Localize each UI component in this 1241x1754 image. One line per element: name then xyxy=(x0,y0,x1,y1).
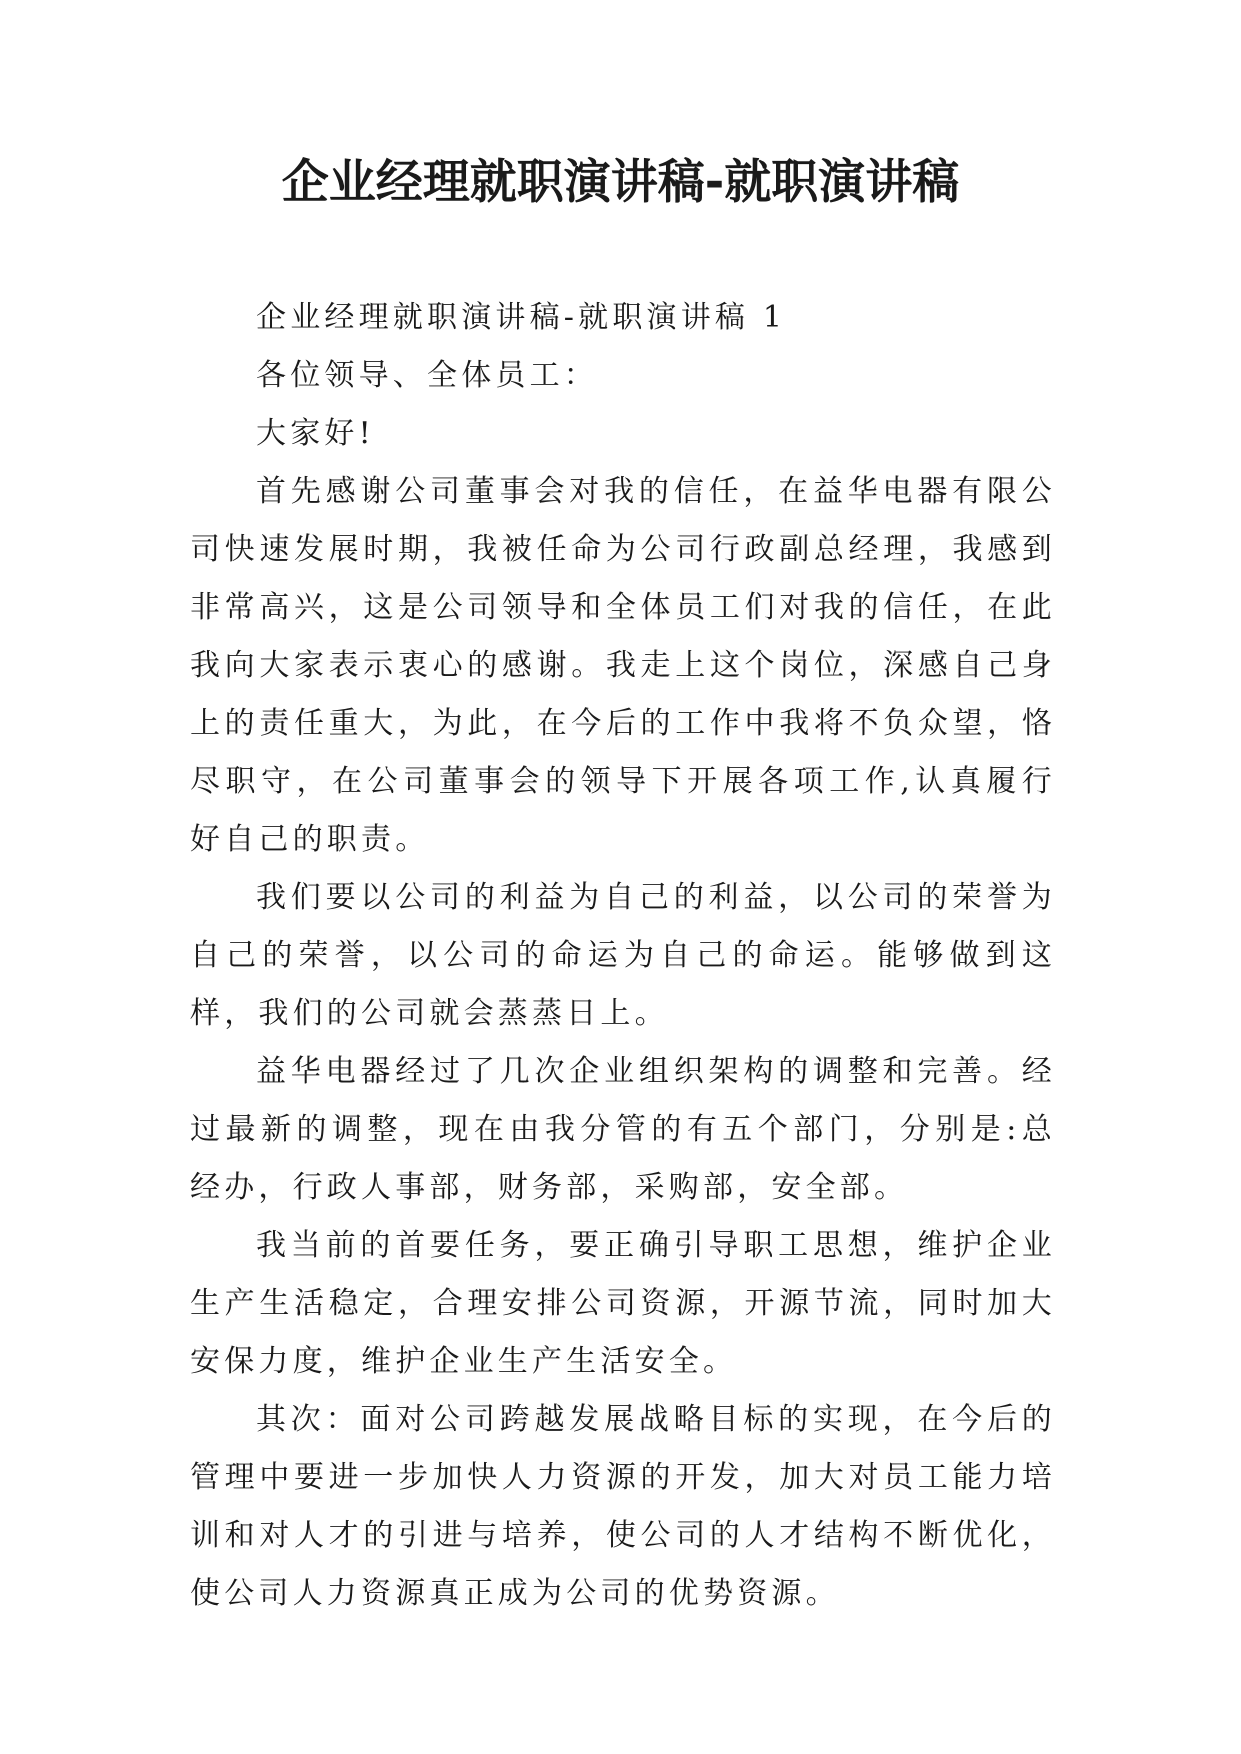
document-body xyxy=(190,289,1056,1623)
paragraph-hr: 其次：面对公司跨越发展战略目标的实现，在今后的管理中要进一步加快人力资源的开发，加大对员工能力培训和对人才的引进与培养，使公司的人才结构不断优化，使公司人力资源真正成为公司的优势资源。 xyxy=(190,1402,1056,1611)
paragraph-salutation: 各位领导、全体员工： xyxy=(256,358,598,393)
paragraph-tasks: 我当前的首要任务，要正确引导职工思想，维护企业生产生活稳定，合理安排公司资源，开源节流，同时加大安保力度，维护企业生产生活安全。 xyxy=(190,1228,1056,1379)
paragraph-interests: 我们要以公司的利益为自己的利益，以公司的荣誉为自己的荣誉，以公司的命运为自己的命运。能够做到这样，我们的公司就会蒸蒸日上。 xyxy=(190,880,1056,1031)
paragraph-greeting: 大家好! xyxy=(256,416,375,451)
paragraph-thanks: 首先感谢公司董事会对我的信任，在益华电器有限公司快速发展时期，我被任命为公司行政副总经理，我感到非常高兴，这是公司领导和全体员工们对我的信任，在此我向大家表示衷心的感谢。我走上这个岗位，深感自己身上的责任重大，为此，在今后的工作中我将不负众望，恪尽职守，在公司董事会的领导下开展各项工作,认真履行好自己的职责。 xyxy=(190,474,1056,857)
paragraph-departments: 益华电器经过了几次企业组织架构的调整和完善。经过最新的调整，现在由我分管的有五个部门，分别是:总经办，行政人事部，财务部，采购部，安全部。 xyxy=(190,1054,1056,1205)
document-title: 企业经理就职演讲稿-就职演讲稿 xyxy=(281,155,960,210)
paragraph-heading: 企业经理就职演讲稿-就职演讲稿 1 xyxy=(256,300,787,335)
